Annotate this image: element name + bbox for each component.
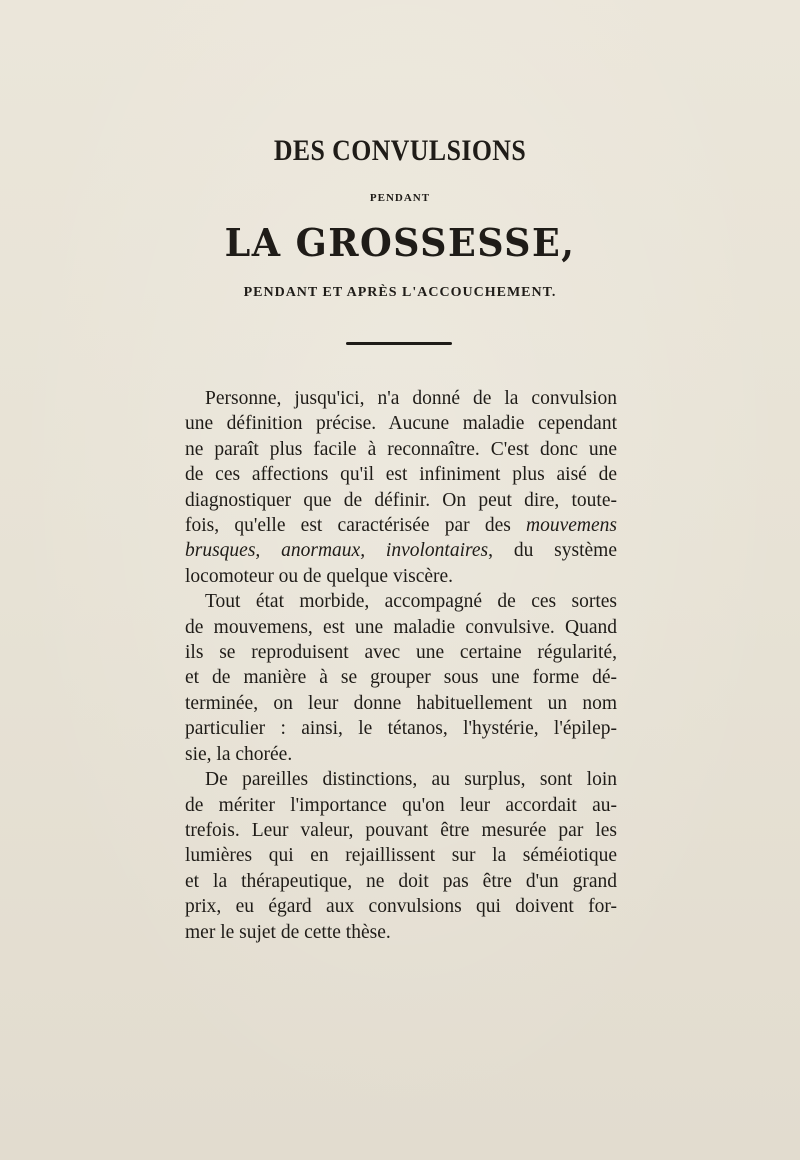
- text-line: ils se reproduisent avec une certaine régularité,: [185, 642, 617, 664]
- text-line: et de manière à se grouper sous une forme dé-: [185, 667, 617, 689]
- text-line: Tout état morbide, accompagné de ces sortes: [205, 591, 617, 613]
- body-text: [185, 386, 617, 945]
- text-line: diagnostiquer que de définir. On peut dire, toute-: [185, 489, 617, 511]
- title-pendant: PENDANT: [369, 192, 431, 204]
- text-line: locomoteur ou de quelque viscère.: [185, 565, 454, 587]
- text-line: mer le sujet de cette thèse.: [185, 921, 391, 943]
- text-line: [185, 538, 617, 563]
- subtitle-accouchement: PENDANT ET APRÈS L'ACCOUCHEMENT.: [243, 285, 557, 300]
- title-des-convulsions: DES CONVULSIONS: [273, 134, 527, 167]
- text-line: Personne, jusqu'ici, n'a donné de la convulsion: [205, 388, 617, 409]
- text-line: particulier : ainsi, le tétanos, l'hystérie, l'épilep-: [185, 718, 617, 740]
- text-run: , du système: [488, 540, 618, 562]
- paragraph-2: [185, 589, 617, 767]
- text-line: lumières qui en rejaillissent sur la séméiotique: [185, 845, 617, 867]
- paragraph-3: [185, 767, 617, 945]
- text-line: trefois. Leur valeur, pouvant être mesurée par les: [185, 819, 617, 841]
- text-line: ne paraît plus facile à reconnaître. C'est donc une: [185, 438, 617, 460]
- text-line: de mouvemens, est une maladie convulsive. Quand: [185, 616, 617, 638]
- paragraph-1: [185, 386, 617, 589]
- text-line: et la thérapeutique, ne doit pas être d'un grand: [185, 870, 617, 892]
- text-line: de mériter l'importance qu'on leur accordait au-: [185, 794, 617, 816]
- text-line: terminée, on leur donne habituellement un nom: [185, 692, 617, 714]
- text-line: prix, eu égard aux convulsions qui doivent for-: [185, 896, 617, 918]
- italic-text: brusques, anormaux, involontaires: [185, 540, 489, 562]
- title-rule: [346, 342, 452, 345]
- text-run: fois, qu'elle est caractérisée par des: [185, 515, 527, 537]
- italic-text: mouvemens: [526, 515, 617, 537]
- title-la-grossesse: LA GROSSESSE,: [224, 220, 576, 265]
- text-line: une définition précise. Aucune maladie cependant: [185, 413, 617, 435]
- text-line: de ces affections qu'il est infiniment plus aisé de: [185, 464, 617, 486]
- text-line: [185, 513, 617, 538]
- text-line: sie, la chorée.: [185, 743, 293, 765]
- text-line: De pareilles distinctions, au surplus, sont loin: [205, 769, 617, 791]
